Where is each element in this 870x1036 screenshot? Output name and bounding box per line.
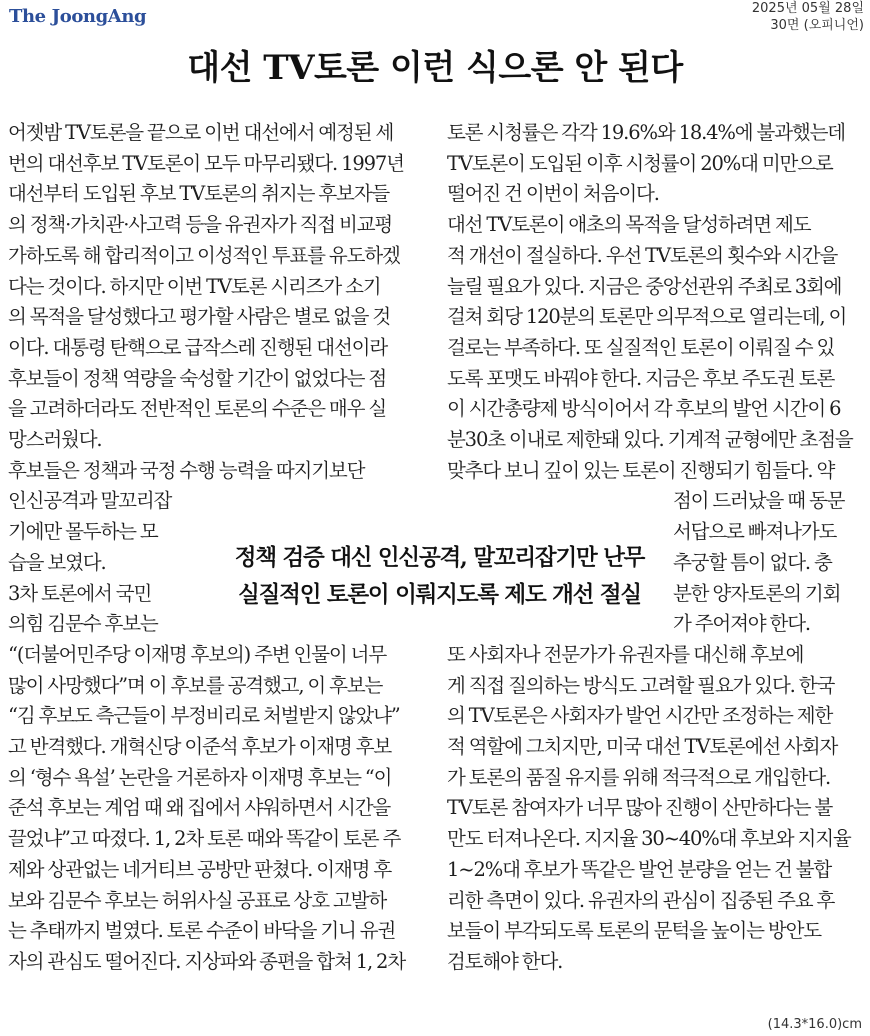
paragraph: 토론 시청률은 각각 19.6%와 18.4%에 불과했는데 TV토론이 도입된 이후 시청률이 20%대 미만으로 떨어진 건 이번이 처음이다. [447, 121, 845, 206]
size-note: (14.3*16.0)cm [767, 1017, 862, 1032]
dateline [752, 0, 864, 34]
headline: 대선 TV토론 이런 식으론 안 된다 [187, 48, 683, 88]
page-section: 30면 (오피니언) [770, 18, 864, 33]
paragraph-narrow: 점이 드러났을 때 동문 서답으로 빠져나가도 추궁할 틈이 없다. 충 분한 양자토론의 기회 가 주어져야 한다. [673, 489, 845, 636]
pull-quote-line: 정책 검증 대신 인신공격, 말꼬리잡기만 난무 [234, 545, 645, 571]
paragraph: “(더불어민주당 이재명 후보의) 주변 인물이 너무 많이 사망했다”며 이 후보를 공격했고, 이 후보는 “김 후보도 측근들이 부정비리로 처벌받지 않았냐” 고 반격했다. 개혁신당 이준석 후보가 이재명 후보 의 ‘형수 욕설’ 논란을 거론하자 이재명 후보는 “이 준석 후보는 계엄 때 왜 집에서 샤워하면서 시간을 끌었냐”고 따졌다. 1, 2차 토론 때와 똑같이 토론 주 제와 상관없는 네거티브 공방만 판쳤다. 이재명 후 보와 김문수 후보는 허위사실 공표로 상호 고발하 는 추태까지 벌였다. 토론 수준이 바닥을 기니 유권 자의 관심도 떨어진다. 지상파와 종편을 합쳐 1, 2차 [8, 642, 406, 973]
pull-quote-line: 실질적인 토론이 이뤄지도록 제도 개선 절실 [238, 582, 641, 608]
paragraph: 대선 TV토론이 애초의 목적을 달성하려면 제도 적 개선이 절실하다. 우선 TV토론의 횟수와 시간을 늘릴 필요가 있다. 지금은 중앙선관위 주최로 3회에 걸쳐 회당 120분의 토론만 의무적으로 열리는데, 이 걸로는 부족하다. 또 실질적인 토론이 이뤄질 수 있 도록 포맷도 바꿔야 한다. 지금은 후보 주도권 토론 이 시간총량제 방식이어서 각 후보의 발언 시간이 6 분30초 이내로 제한돼 있다. 기계적 균형에만 초점을 맞추다 보니 깊이 있는 토론이 진행되기 힘들다. 약 [447, 213, 853, 482]
paragraph: 어젯밤 TV토론을 끝으로 이번 대선에서 예정된 세 번의 대선후보 TV토론이 모두 마무리됐다. 1997년 대선부터 도입된 후보 TV토론의 취지는 후보자들 의 정책·가치관·사고력 등을 유권자가 직접 비교평 가하도록 해 합리적이고 이성적인 투표를 유도하겠 다는 것이다. 하지만 이번 TV토론 시리즈가 소기 의 목적을 달성했다고 평가할 사람은 별로 없을 것 이다. 대통령 탄핵으로 급작스레 진행된 대선이라 후보들이 정책 역량을 숙성할 기간이 없었다는 점 을 고려하더라도 전반적인 토론의 수준은 매우 실 망스러웠다. [8, 121, 404, 452]
pull-quote [212, 540, 667, 614]
paragraph-narrow: 인신공격과 말꼬리잡 기에만 몰두하는 모 습을 보였다. 3차 토론에서 국민 의힘 김문수 후보는 [8, 489, 172, 636]
paragraph: 후보들은 정책과 국정 수행 능력을 따지기보단 [8, 458, 365, 482]
paragraph: 또 사회자나 전문가가 유권자를 대신해 후보에 게 직접 질의하는 방식도 고려할 필요가 있다. 한국 의 TV토론은 사회자가 발언 시간만 조정하는 제한 적 역할에 그치지만, 미국 대선 TV토론에선 사회자 가 토론의 품질 유지를 위해 적극적으로 개입한다. TV토론 참여자가 너무 많아 진행이 산만하다는 불 만도 터져나온다. 지지율 30~40%대 후보와 지지율 1~2%대 후보가 똑같은 발언 분량을 얻는 건 불합 리한 측면이 있다. 유권자의 관심이 집중된 주요 후 보들이 부각되도록 토론의 문턱을 높이는 방안도 검토해야 한다. [447, 642, 851, 973]
publish-date: 2025년 05월 28일 [751, 1, 864, 16]
logo: The JoongAng [9, 6, 147, 27]
